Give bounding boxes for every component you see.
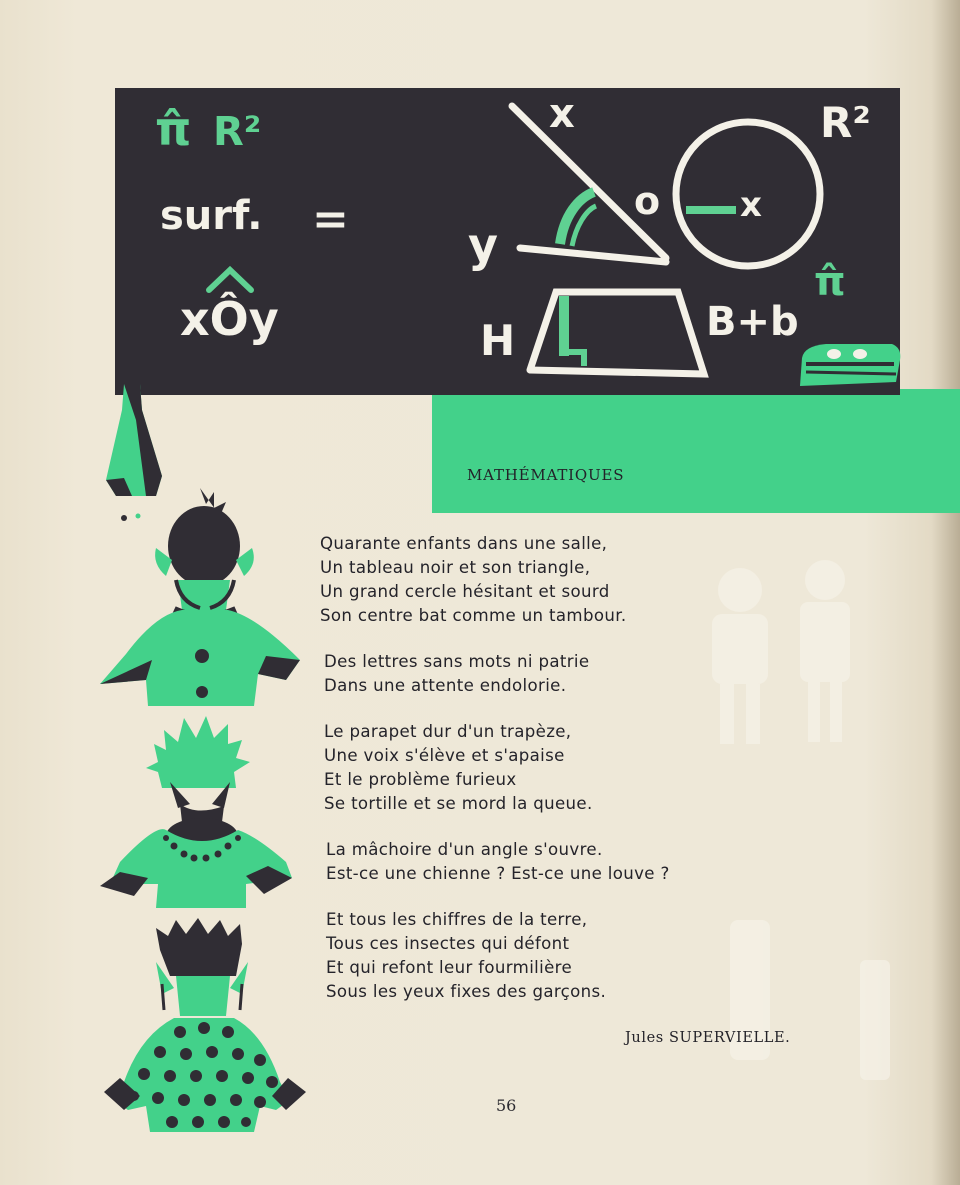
drawing-base-label: B+b — [706, 299, 799, 345]
formula-equals: = — [312, 194, 349, 245]
poem-line: La mâchoire d'un angle s'ouvre. — [326, 840, 603, 859]
formula-pi-symbol: π̂ — [155, 102, 192, 156]
poem-line: Et le problème furieux — [324, 770, 517, 789]
poem-stanza-3 — [324, 720, 740, 816]
drawing-h-label: H — [480, 316, 516, 365]
poem-line: Dans une attente endolorie. — [324, 676, 567, 695]
drawing-o-label: o — [634, 179, 661, 223]
poem-line: Sous les yeux fixes des garçons. — [326, 982, 607, 1001]
green-title-band — [432, 389, 960, 513]
drawing-y-label: y — [468, 218, 498, 272]
poem-line: Son centre bat comme un tambour. — [320, 606, 627, 625]
page-number: 56 — [496, 1096, 517, 1115]
poem-line: Des lettres sans mots ni patrie — [324, 652, 590, 671]
poem-line: Et tous les chiffres de la terre, — [326, 910, 588, 929]
boy-illustration-3 — [100, 914, 310, 1134]
boy-illustration-1 — [96, 484, 306, 706]
poem-line: Quarante enfants dans une salle, — [320, 534, 608, 553]
poem-line: Une voix s'élève et s'apaise — [324, 746, 565, 765]
poem-stanza-2 — [324, 650, 740, 698]
poem-line: Un tableau noir et son triangle, — [320, 558, 591, 577]
poem-author: Jules SUPERVIELLE. — [625, 1030, 791, 1046]
formula-angle-hat-icon — [205, 264, 255, 294]
formula-r-squared: R² — [213, 109, 262, 155]
poem-stanza-5 — [326, 908, 740, 1004]
drawing-circle-x-label: x — [740, 185, 762, 225]
boy-illustration-2 — [96, 712, 296, 908]
poem-stanza-1 — [320, 532, 740, 628]
drawing-x-label: x — [549, 91, 575, 137]
poem — [320, 532, 740, 1026]
poem-line: Et qui refont leur fourmilière — [326, 958, 573, 977]
poem-line: Se tortille et se mord la queue. — [324, 794, 593, 813]
section-title: MATHÉMATIQUES — [467, 466, 625, 484]
formula-angle-label: xÔy — [180, 292, 279, 346]
chalk-eraser-icon — [796, 338, 906, 390]
drawing-pi-symbol: π̂ — [814, 259, 846, 305]
poem-line: Le parapet dur d'un trapèze, — [324, 722, 572, 741]
poem-stanza-4 — [326, 838, 740, 886]
formula-surf-label: surf. — [160, 193, 263, 239]
poem-line: Est-ce une chienne ? Est-ce une louve ? — [326, 864, 670, 883]
poem-line: Un grand cercle hésitant et sourd — [320, 582, 610, 601]
drawing-r-squared: R² — [820, 98, 871, 147]
poem-line: Tous ces insectes qui défont — [326, 934, 570, 953]
